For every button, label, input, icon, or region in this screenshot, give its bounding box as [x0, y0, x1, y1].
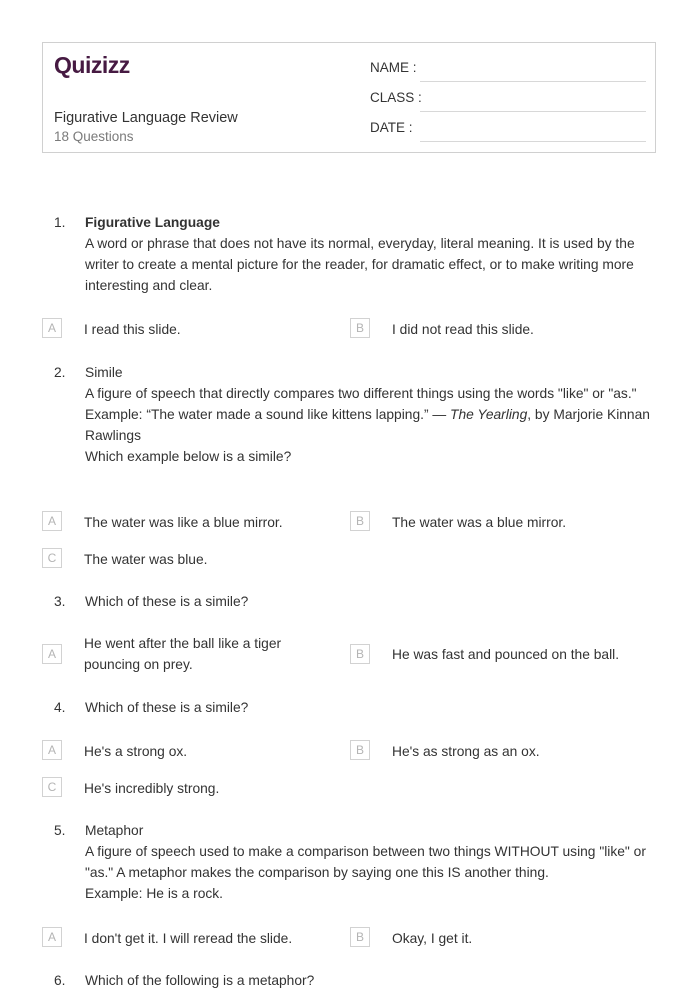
date-label: DATE : [370, 120, 413, 135]
question-text: Which of the following is a metaphor? [85, 973, 315, 988]
worksheet-header [42, 42, 656, 153]
class-line [420, 111, 646, 112]
date-line [420, 141, 646, 142]
question-number: 2. [54, 365, 66, 380]
question-number: 5. [54, 823, 66, 838]
question-definition: A figure of speech that directly compares two different things using the words "like" or "as." [85, 386, 637, 401]
option-text: I don't get it. I will reread the slide. [84, 931, 293, 946]
option-text: I did not read this slide. [392, 322, 534, 337]
option-letter-box: B [350, 927, 370, 947]
option-letter-box: B [350, 318, 370, 338]
option-text: He's as strong as an ox. [392, 744, 540, 759]
option-text: He went after the ball like a tiger pouncing on prey. [84, 636, 282, 672]
option-text: He's a strong ox. [84, 744, 188, 759]
option-letter-box: A [42, 511, 62, 531]
question-heading: Simile [85, 365, 123, 380]
option-text: The water was like a blue mirror. [84, 515, 283, 530]
question-number: 3. [54, 594, 66, 609]
question-number: 1. [54, 215, 66, 230]
question-heading: Metaphor [85, 823, 144, 838]
name-field[interactable] [370, 60, 646, 82]
quizizz-logo: Quizizz [54, 52, 130, 78]
question-text: Which of these is a simile? [85, 594, 249, 609]
date-field[interactable] [370, 120, 646, 142]
class-label: CLASS : [370, 90, 422, 105]
name-label: NAME : [370, 60, 417, 75]
option-text: He's incredibly strong. [84, 781, 220, 796]
option-letter-box: C [42, 548, 62, 568]
option-text: Okay, I get it. [392, 931, 473, 946]
option-text: The water was blue. [84, 552, 208, 567]
question-number: 6. [54, 973, 66, 988]
option-letter-box: A [42, 644, 62, 664]
option-letter-box: B [350, 644, 370, 664]
question-count: 18 Questions [54, 129, 134, 144]
question-prompt: Which example below is a simile? [85, 449, 292, 464]
question-number: 4. [54, 700, 66, 715]
question-body [85, 820, 650, 904]
option-letter-box: B [350, 511, 370, 531]
option-letter-box: A [42, 318, 62, 338]
option-letter-box: C [42, 777, 62, 797]
option-text: I read this slide. [84, 322, 181, 337]
question-example: Example: “The water made a sound like kittens lapping.” — The Yearling, by Marjorie Kinnan Rawlings [85, 407, 650, 443]
option-letter-box: A [42, 927, 62, 947]
option-letter-box: A [42, 740, 62, 760]
option-text: The water was a blue mirror. [392, 515, 567, 530]
worksheet-title: Figurative Language Review [54, 110, 238, 126]
question-text: A word or phrase that does not have its normal, everyday, literal meaning. It is used by the writer to create a mental picture for the reader, for dramatic effect, or to make writing more interesting and clear. [85, 236, 635, 293]
option-text: He was fast and pounced on the ball. [392, 647, 620, 662]
question-text: Which of these is a simile? [85, 700, 249, 715]
name-line [420, 81, 646, 82]
question-definition: A figure of speech used to make a comparison between two things WITHOUT using "like" or "as." A metaphor makes the comparison by saying one this IS another thing. [85, 844, 646, 880]
question-body [85, 362, 650, 467]
book-title: The Yearling [450, 407, 528, 422]
option-letter-box: B [350, 740, 370, 760]
question-example: Example: He is a rock. [85, 886, 224, 901]
class-field[interactable] [370, 90, 646, 112]
question-heading: Figurative Language [85, 215, 220, 230]
question-body [85, 212, 650, 296]
